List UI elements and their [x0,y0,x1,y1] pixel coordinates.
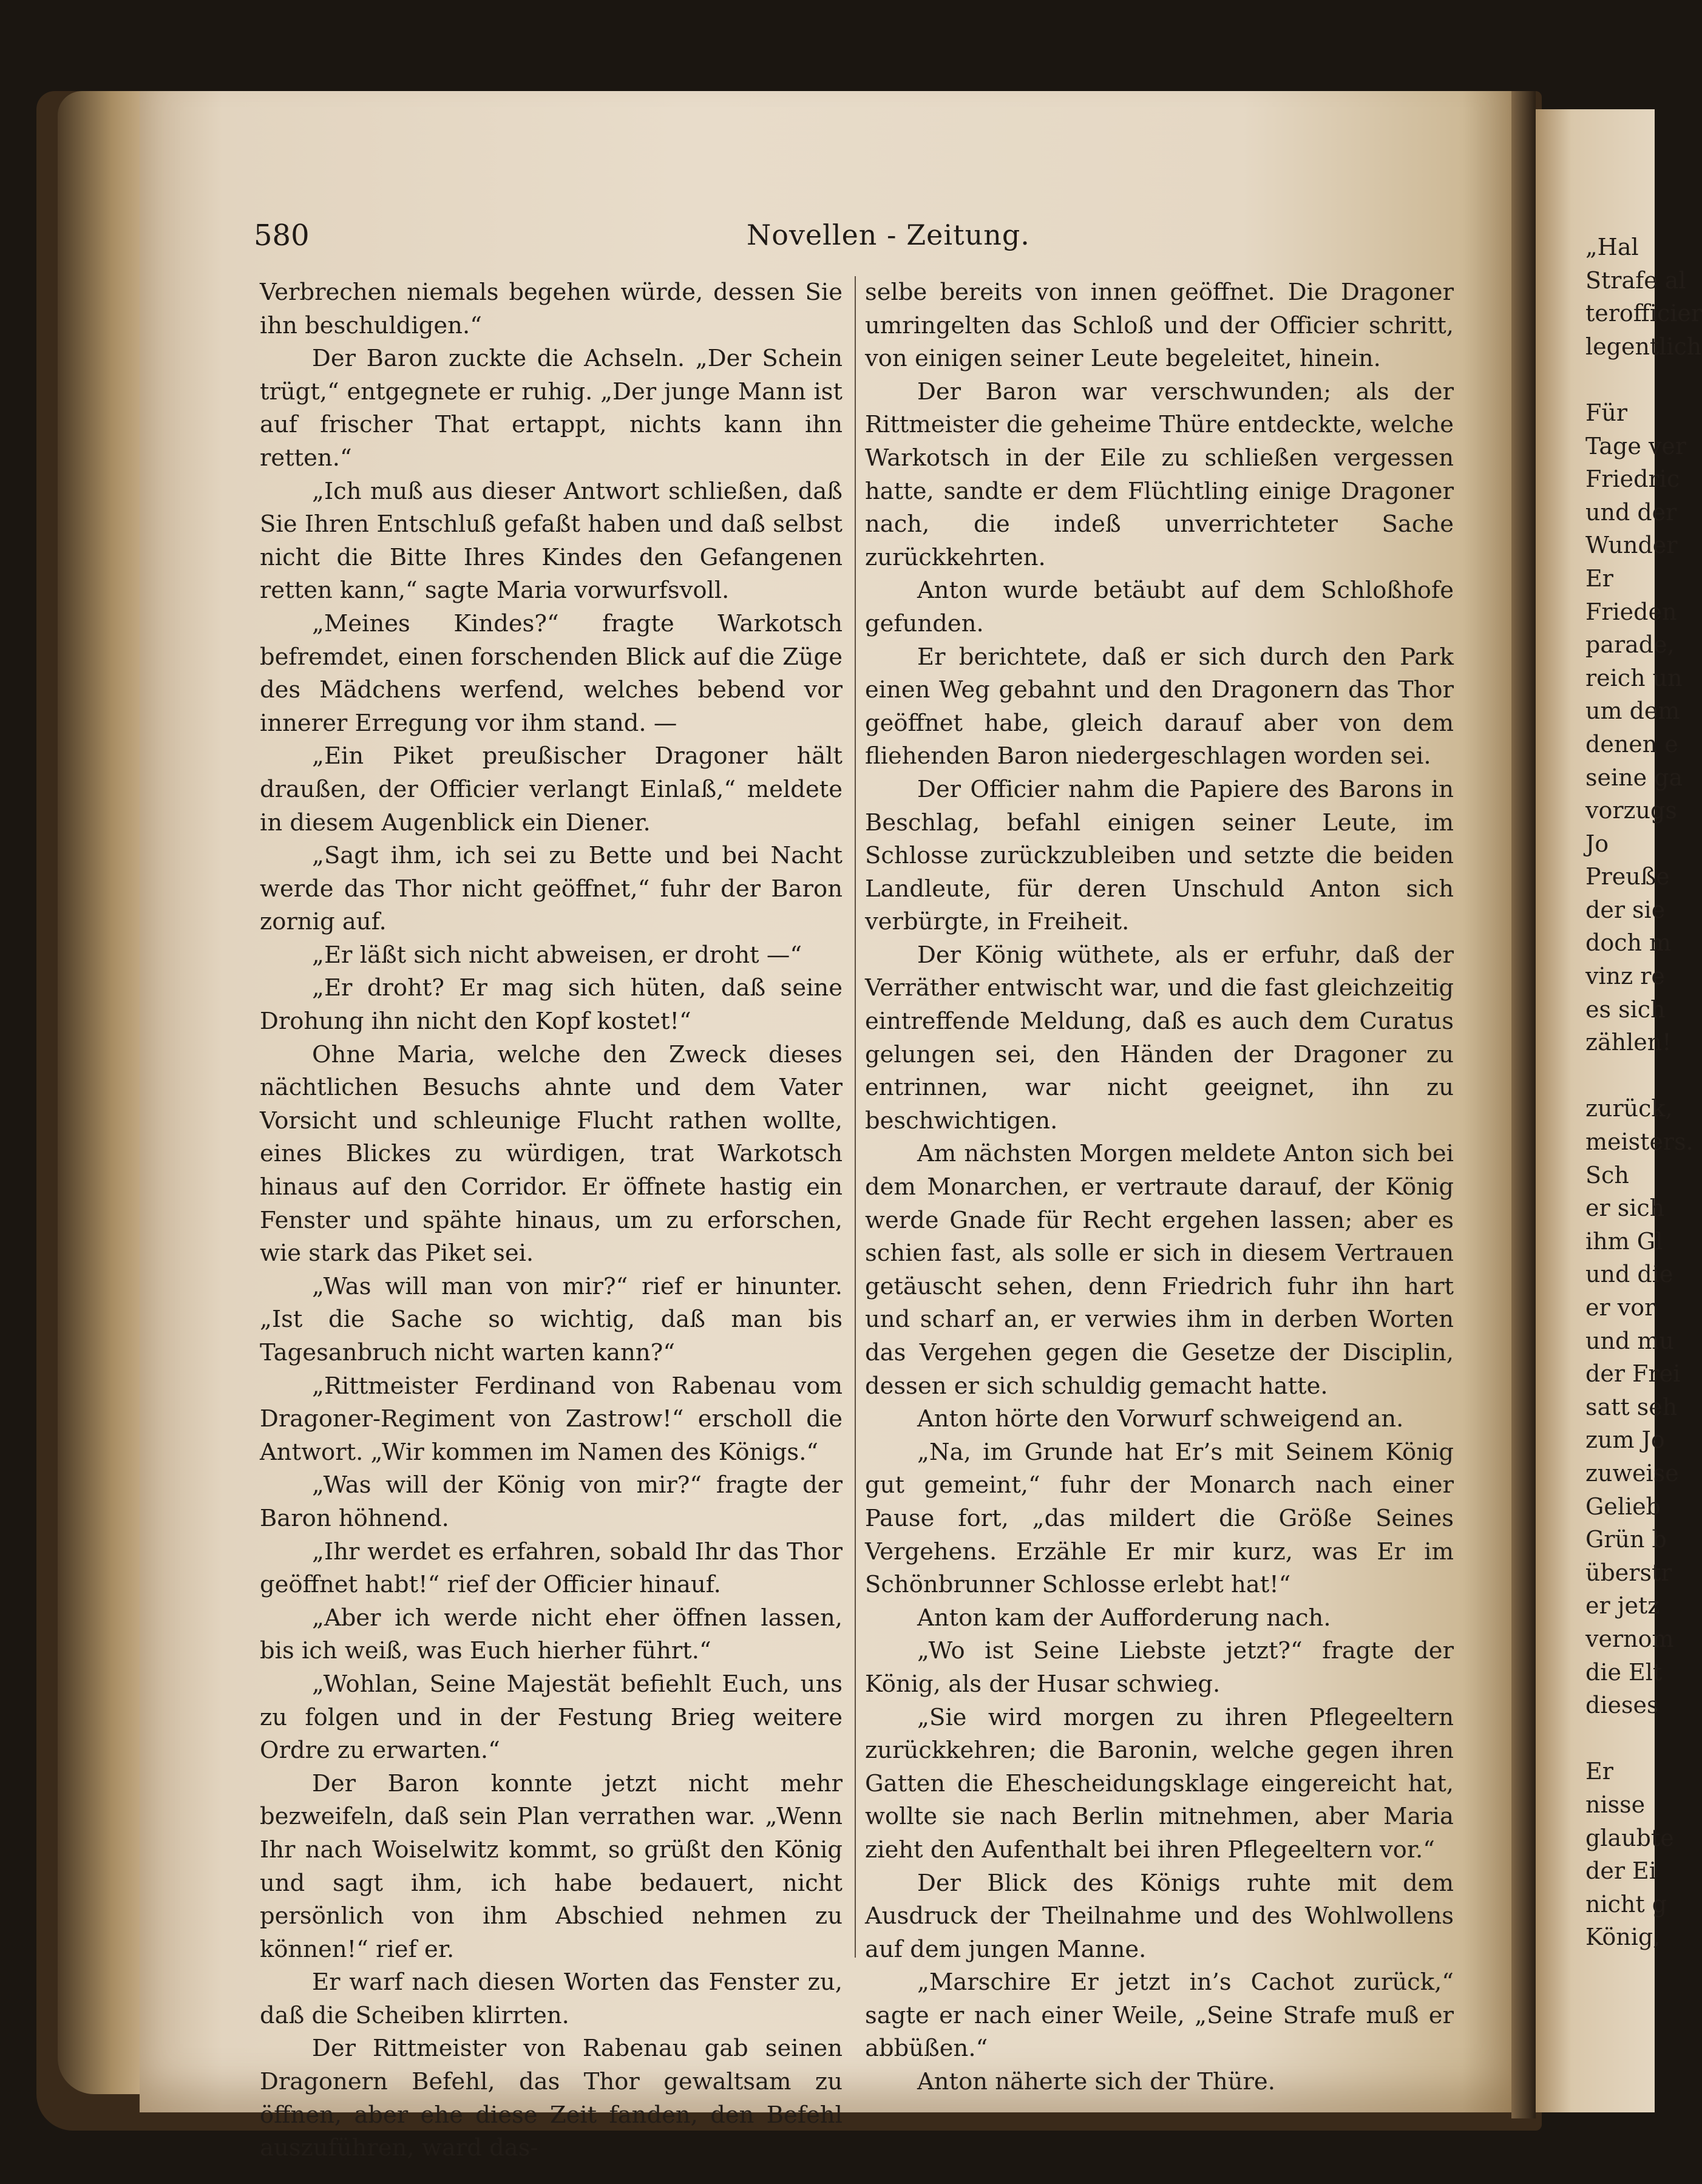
text-fragment: Grün b [1585,1526,1667,1553]
text-fragment: um dem [1585,697,1680,725]
text-fragment: er jetz [1585,1592,1660,1619]
text-fragment: doch m [1585,929,1672,957]
text-fragment: Er [1585,1758,1613,1785]
left-column [260,276,843,2165]
paragraph: Der Blick des Königs ruhte mit dem Ausdruck der Theilnahme und des Wohlwollens auf dem jungen Manne. [865,1869,1454,1963]
paragraph: „Er droht? Er mag sich hüten, daß seine Drohung ihn nicht den Kopf kostet!“ [260,974,843,1036]
paragraph: Der Baron zuckte die Achseln. „Der Schein trügt,“ entgegnete er ruhig. „Der junge Mann ist auf frischer That ertappt, nichts kann ihn retten.“ [260,345,843,472]
text-fragment: Wunder [1585,532,1678,559]
paragraph: Der Rittmeister von Rabenau gab seinen Dragonern Befehl, das Thor gewaltsam zu öffnen, aber ehe diese Zeit fanden, den Befehl auszuführen, ward das- [260,2035,843,2162]
paragraph: „Meines Kindes?“ fragte Warkotsch befremdet, einen forschenden Blick auf die Züge des Mädchens werfend, welches bebend vor innerer Erregung vor ihm stand. — [260,609,843,737]
text-fragment: und die [1585,1261,1673,1288]
paragraph: „Er läßt sich nicht abweisen, er droht —“ [312,941,802,969]
paragraph: selbe bereits von innen geöffnet. Die Dragoner umringelten das Schloß und der Officier schritt, von einigen seiner Leute begeleitet, hinein. [865,279,1454,373]
text-fragment: die Elt [1585,1658,1663,1686]
paragraph: Er berichtete, daß er sich durch den Park einen Weg gebahnt und den Dragonern das Thor geöffnet habe, gleich darauf aber von dem fliehenden Baron niedergeschlagen worden sei. [865,643,1454,770]
text-fragment: der Frei [1585,1360,1681,1388]
paragraph: Anton hörte den Vorwurf schweigend an. [917,1405,1404,1433]
next-page-text [1585,231,1702,1954]
paragraph: „Sagt ihm, ich sei zu Bette und bei Nacht werde das Thor nicht geöffnet,“ fuhr der Baron zornig auf. [260,842,843,936]
text-fragment: überstr [1585,1559,1672,1586]
paragraph: Anton kam der Aufforderung nach. [917,1604,1331,1632]
text-fragment: zurück, [1585,1095,1673,1122]
text-fragment: Gelieb [1585,1493,1661,1520]
paragraph: Verbrechen niemals begehen würde, dessen Sie ihn beschuldigen.“ [260,279,843,339]
paragraph: „Ein Piket preußischer Dragoner hält draußen, der Officier verlangt Einlaß,“ meldete in diesem Augenblick ein Diener. [260,742,843,836]
book-gutter [1511,91,1536,2118]
text-fragment: Strafe al [1585,266,1686,294]
paragraph: Am nächsten Morgen meldete Anton sich bei dem Monarchen, er vertraute darauf, der König werde Gnade für Recht ergehen lassen; aber es schien fast, als solle er sich in diesem Vertrauen getäuscht sehen, denn Friedrich fuhr ihn hart und scharf an, er verwies ihm in derben Worten das Vergehen gegen die Gesetze der Disciplin, dessen er sich schuldig gemacht hatte. [865,1140,1454,1400]
paragraph: „Ihr werdet es erfahren, sobald Ihr das Thor geöffnet habt!“ rief der Officier hinauf. [260,1538,843,1599]
paragraph: Der Baron war verschwunden; als der Rittmeister die geheime Thüre entdeckte, welche Warkotsch in der Eile zu schließen vergessen hatte, sandte er dem Flüchtling einige Dragoner nach, die indeß unverrichteter Sache zurückkehrten. [865,378,1454,571]
paragraph: „Rittmeister Ferdinand von Rabenau vom Dragoner-Regiment von Zastrow!“ erscholl die Antwort. „Wir kommen im Namen des Königs.“ [260,1372,843,1466]
page-block-edge [58,91,149,2094]
paragraph: Ohne Maria, welche den Zweck dieses nächtlichen Besuchs ahnte und dem Vater Vorsicht und schleunige Flucht rathen wollte, eines Blickes zu würdigen, trat Warkotsch hinaus auf den Corridor. Er öffnete hastig ein Fenster und spähte hinaus, um zu erforschen, wie stark das Piket sei. [260,1040,843,1267]
text-fragment: er vor [1585,1294,1656,1321]
text-fragment: Frieden [1585,598,1677,625]
text-fragment: Sch [1585,1161,1629,1189]
text-fragment: der sie [1585,896,1666,923]
text-fragment: glaubte [1585,1824,1674,1851]
paragraph: Der König wüthete, als er erfuhr, daß der Verräther entwischt war, und die fast gleichzeitig eintreffende Meldung, daß es auch dem Curatus gelungen sei, den Händen der Dragoner zu entrinnen, war nicht geeignet, ihn zu beschwichtigen. [865,941,1454,1134]
running-title: Novellen - Zeitung. [747,219,1030,251]
page-number: 580 [254,219,310,253]
paragraph: „Marschire Er jetzt in’s Cachot zurück,“ sagte er nach einer Weile, „Seine Strafe muß er abbüßen.“ [865,1969,1454,2063]
text-fragment: vinz re [1585,963,1665,990]
text-fragment: Tage ver [1585,432,1687,460]
text-fragment: vernom [1585,1625,1674,1652]
text-fragment: Friedric [1585,466,1680,493]
column-divider [855,276,856,1958]
text-fragment: seine ga [1585,764,1683,791]
text-fragment: und der [1585,498,1677,526]
text-fragment: terofficier [1585,300,1702,327]
text-fragment [1585,363,1653,396]
text-fragment: und mu [1585,1327,1674,1354]
text-fragment: König, [1585,1924,1661,1951]
text-fragment: zum Jo [1585,1426,1665,1454]
page-header [0,219,1655,255]
text-fragment [1585,1722,1653,1755]
text-fragment: Für [1585,399,1628,426]
text-fragment: er sich [1585,1195,1665,1222]
text-fragment: satt seh [1585,1393,1678,1420]
text-fragment: nisse [1585,1791,1646,1818]
paragraph: Der Baron konnte jetzt nicht mehr bezweifeln, daß sein Plan verrathen war. „Wenn Ihr nach Woiselwitz kommt, so grüßt den König und sagt ihm, ich habe bedauert, nicht persönlich von ihm Abschied nehmen zu können!“ rief er. [260,1769,843,1963]
text-fragment: reich un [1585,664,1683,691]
paragraph: Der Officier nahm die Papiere des Barons in Beschlag, befahl einigen seiner Leute, im Schlosse zurückzubleiben und setzte die beiden Landleute, für deren Unschuld Anton sich verbürgte, in Freiheit. [865,775,1454,936]
paragraph: „Ich muß aus dieser Antwort schließen, daß Sie Ihren Entschluß gefaßt haben und daß selbst nicht die Bitte Ihres Kindes den Gefangenen retten kann,“ sagte Maria vorwurfsvoll. [260,477,843,605]
paragraph: „Wo ist Seine Liebste jetzt?“ fragte der König, als der Husar schwieg. [865,1637,1454,1698]
text-fragment: es sich [1585,995,1666,1023]
text-fragment: zählen! [1585,1029,1672,1056]
text-fragment: der Ei [1585,1857,1656,1885]
text-fragment: parade, [1585,631,1675,659]
text-fragment: Jo [1585,830,1609,857]
paragraph: „Was will man von mir?“ rief er hinunter. „Ist die Sache so wichtig, daß man bis Tagesanbruch nicht warten kann?“ [260,1272,843,1366]
text-fragment: denen e [1585,730,1678,758]
paragraph: Anton wurde betäubt auf dem Schloßhofe gefunden. [865,577,1454,637]
text-fragment: „Hal [1585,234,1639,260]
text-fragment: Preuße [1585,863,1670,890]
text-fragment: vorzugs [1585,797,1677,824]
paragraph: „Sie wird morgen zu ihren Pflegeeltern zurückkehren; die Baronin, welche gegen ihren Gatten die Ehescheidungsklage eingereicht hat, wollte sie nach Berlin mitnehmen, aber Maria zieht den Aufenthalt bei ihren Pflegeeltern vor.“ [865,1703,1454,1864]
paragraph: Anton näherte sich der Thüre. [917,2068,1275,2096]
text-fragment: legentlich [1585,333,1702,360]
paragraph: Er warf nach diesen Worten das Fenster zu, daß die Scheiben klirrten. [260,1969,843,2029]
text-fragment: Er [1585,565,1613,592]
paragraph: „Was will der König von mir?“ fragte der Baron höhnend. [260,1471,843,1532]
text-fragment: nicht g [1585,1890,1667,1918]
paragraph: „Wohlan, Seine Majestät befiehlt Euch, uns zu folgen und in der Festung Brieg weitere Ordre zu erwarten.“ [260,1670,843,1765]
text-fragment: dieses [1585,1692,1659,1719]
right-column [865,276,1454,2099]
text-fragment: meisters. [1585,1128,1694,1156]
text-fragment [1585,1059,1653,1093]
text-fragment: ihm Gl [1585,1227,1663,1255]
paragraph: „Na, im Grunde hat Er’s mit Seinem König gut gemeint,“ fuhr der Monarch nach einer Pause fort, „das mildert die Größe Seines Vergehens. Erzähle Er mir kurz, was Er im Schönbrunner Schlosse erlebt hat!“ [865,1438,1454,1599]
paragraph: „Aber ich werde nicht eher öffnen lassen, bis ich weiß, was Euch hierher führt.“ [260,1604,843,1665]
text-fragment: zuweise [1585,1459,1679,1487]
